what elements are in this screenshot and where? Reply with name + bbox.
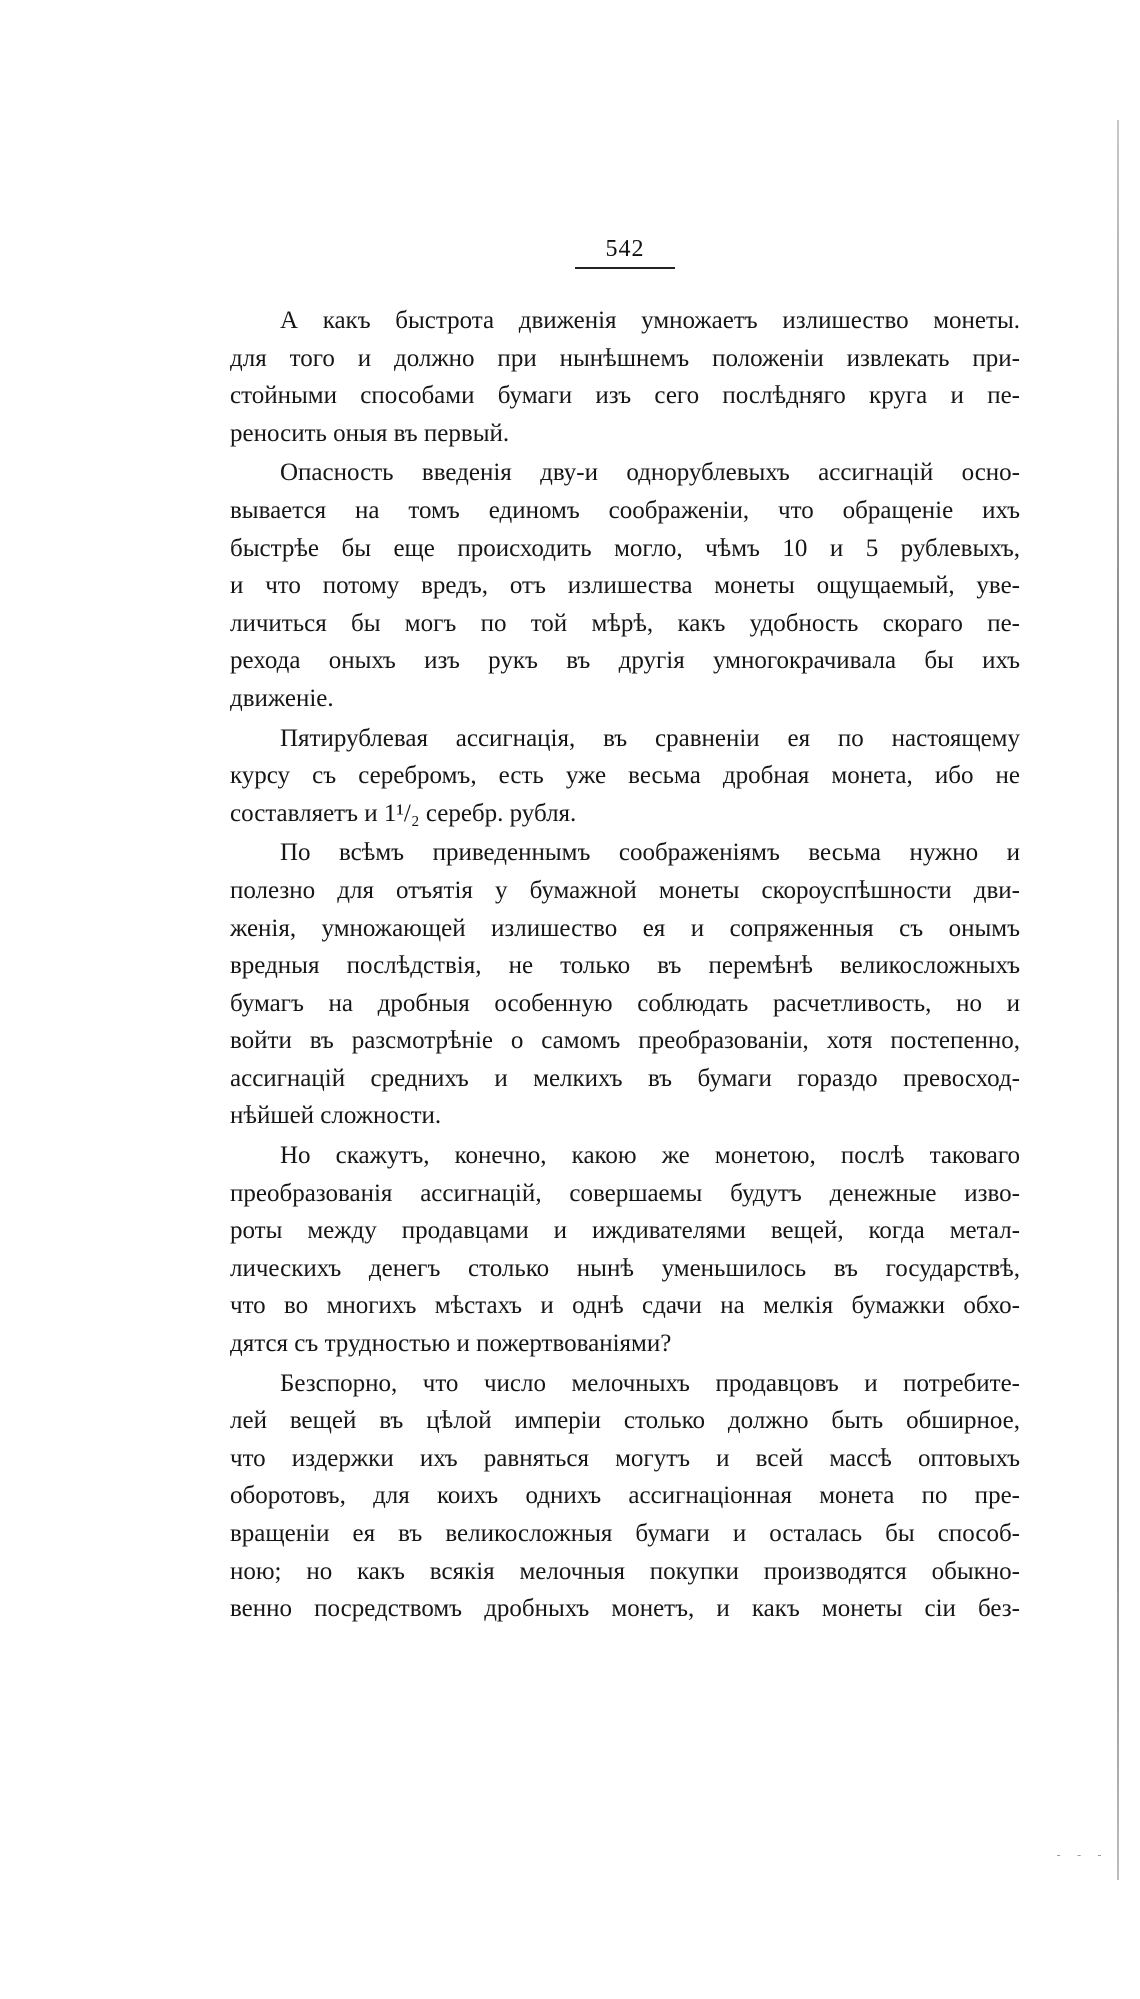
paragraph xyxy=(230,834,1020,1135)
text-line: Пятирублевая ассигнація, въ сравненіи ея по настоящему xyxy=(280,724,1020,752)
text-line: движеніе. xyxy=(230,684,334,712)
text-line: личиться бы могъ по той мѣрѣ, какъ удобность скораго пе- xyxy=(230,609,1020,637)
text-line: быстрѣе бы еще происходить могло, чѣмъ 10 и 5 рублевыхъ, xyxy=(230,534,1020,562)
text-line: вращеніи ея въ великосложныя бумаги и осталась бы способ- xyxy=(230,1520,1020,1547)
text-line: роты между продавцами и иждивателями вещей, когда метал- xyxy=(230,1217,1020,1245)
text-line: курсу съ серебромъ, есть уже весьма дробная монета, ибо не xyxy=(230,762,1020,790)
text-line: бумагъ на дробныя особенную соблюдать расчетливость, но и xyxy=(230,989,1020,1017)
text-line: нѣйшей сложности. xyxy=(230,1102,442,1130)
text-line: вредныя послѣдствія, не только въ перемѣнѣ великосложныхъ xyxy=(230,952,1020,980)
text-line: преобразованія ассигнацій, совершаемы будутъ денежные изво- xyxy=(230,1179,1020,1207)
paragraph xyxy=(230,454,1020,717)
text-line: войти въ разсмотрѣніе о самомъ преобразованіи, хотя постепенно, xyxy=(230,1027,1020,1055)
text-line: полезно для отъятія у бумажной монеты скороуспѣшности дви- xyxy=(230,876,1020,904)
text-line: А какъ быстрота движенія умножаетъ излишество монеты. xyxy=(280,307,1020,334)
margin-dash-mark: - - - xyxy=(1055,1848,1107,1862)
text-line: составляетъ и 1¹/₂ серебр. рубля. xyxy=(230,799,577,827)
page-header xyxy=(570,236,680,269)
text-line: Безспорно, что число мелочныхъ продавцовъ и потребите- xyxy=(280,1369,1020,1397)
text-line: и что потому вредъ, отъ излишества монеты ощущаемый, уве- xyxy=(230,572,1020,600)
paragraph xyxy=(230,302,1020,452)
text-line: ассигнацій среднихъ и мелкихъ въ бумаги гораздо превосход- xyxy=(230,1064,1020,1092)
text-line: женія, умножающей излишество ея и сопряженныя съ онымъ xyxy=(230,914,1020,942)
paragraph xyxy=(230,1365,1020,1628)
paragraph xyxy=(230,1137,1020,1363)
page-number: 542 xyxy=(605,236,645,262)
text-line: рехода оныхъ изъ рукъ въ другія умногокрачивала бы ихъ xyxy=(230,647,1020,675)
text-line: По всѣмъ приведеннымъ соображеніямъ весьма нужно и xyxy=(280,839,1020,867)
body-text xyxy=(230,302,1020,1628)
text-line: венно посредствомъ дробныхъ монетъ, и какъ монеты сіи без- xyxy=(230,1595,1020,1623)
binding-edge xyxy=(1117,120,1119,1880)
text-line: дятся съ трудностью и пожертвованіями? xyxy=(230,1330,672,1358)
page-number-underline xyxy=(575,267,675,269)
text-line: реносить оныя въ первый. xyxy=(230,419,510,447)
text-line: что во многихъ мѣстахъ и однѣ сдачи на мелкія бумажки обхо- xyxy=(230,1292,1020,1320)
text-line: стойными способами бумаги изъ сего послѣдняго круга и пе- xyxy=(230,382,1020,410)
text-line: лей вещей въ цѣлой имперіи столько должно быть обширное, xyxy=(230,1407,1020,1435)
text-line: для того и должно при нынѣшнемъ положеніи извлекать при- xyxy=(230,344,1020,372)
paragraph xyxy=(230,720,1020,833)
text-line: вывается на томъ единомъ соображеніи, что обращеніе ихъ xyxy=(230,496,1020,524)
text-line: лическихъ денегъ столько нынѣ уменьшилось въ государствѣ, xyxy=(230,1254,1020,1282)
text-line: что издержки ихъ равняться могутъ и всей массѣ оптовыхъ xyxy=(230,1444,1020,1472)
text-line: оборотовъ, для коихъ однихъ ассигнаціонная монета по пре- xyxy=(230,1482,1020,1510)
text-line: ною; но какъ всякія мелочныя покупки производятся обыкно- xyxy=(230,1557,1020,1585)
text-line: Опасность введенія дву-и однорублевыхъ ассигнацій осно- xyxy=(280,459,1020,487)
text-line: Но скажутъ, конечно, какою же монетою, послѣ таковаго xyxy=(280,1142,1020,1170)
